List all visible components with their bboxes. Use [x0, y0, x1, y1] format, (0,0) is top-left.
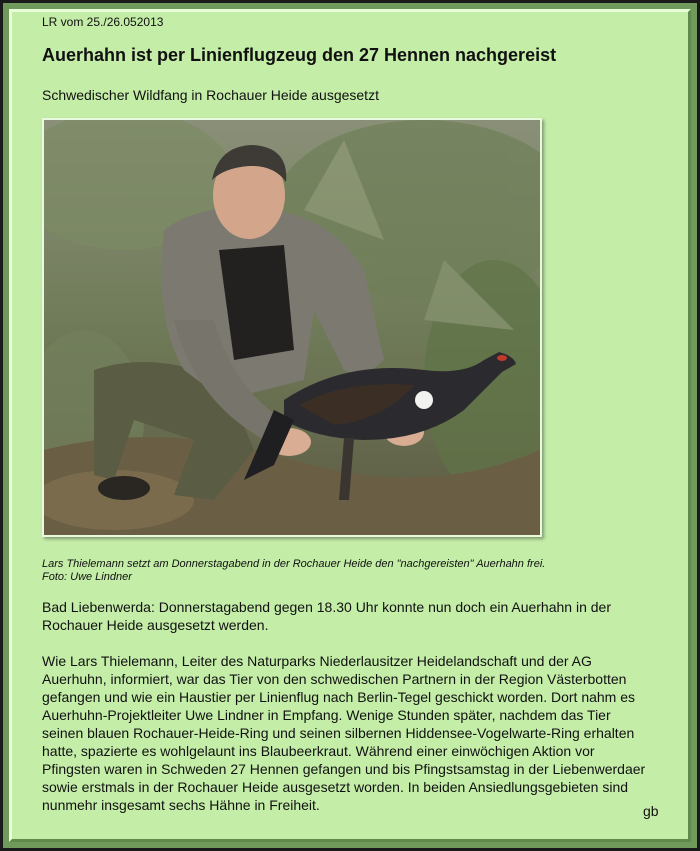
- body-line: Auerhuhn, informiert, war das Tier von den schwedischen Partnern in der Region Västerbotten: [42, 671, 627, 687]
- body-line: Bad Liebenwerda: Donnerstagabend gegen 18.30 Uhr konnte nun doch ein Auerhahn in der: [42, 599, 611, 615]
- subheadline: Schwedischer Wildfang in Rochauer Heide ausgesetzt: [42, 87, 379, 103]
- paragraph-main: [42, 652, 652, 814]
- article-body: [42, 598, 652, 832]
- body-line: gefangen und wie ein Haustier per Linienflug nach Berlin-Tegel geschickt worden. Dort nahm es: [42, 689, 636, 705]
- body-line: hatte, spazierte es wohlgelaunt ins Blaubeerkraut. Während einer einwöchigen Aktion vor: [42, 743, 595, 759]
- body-line: sowie erstmals in der Rochauer Heide ausgesetzt worden. In beiden Ansiedlungsgebieten sind: [42, 779, 629, 795]
- body-line: Wie Lars Thielemann, Leiter des Naturparks Niederlausitzer Heidelandschaft und der AG: [42, 653, 592, 669]
- photo-illustration: [44, 120, 540, 535]
- body-line: Auerhuhn-Projektleiter Uwe Lindner in Empfang. Wenige Stunden später, nachdem das Tier: [42, 707, 611, 723]
- body-line: nunmehr insgesamt sechs Hähne in Freiheit.: [42, 797, 320, 813]
- source-line: LR vom 25./26.052013: [42, 15, 164, 29]
- paragraph-intro: [42, 598, 652, 634]
- photo-credit: Foto: Uwe Lindner: [42, 571, 132, 583]
- body-line: Pfingsten waren in Schweden 27 Hennen gefangen und bis Pfingstsamstag in der Liebenwerdaer: [42, 761, 646, 777]
- caption-text: Lars Thielemann setzt am Donnerstagabend in der Rochauer Heide den "nachgereisten" Auerhahn frei.: [42, 558, 546, 570]
- article-photo: [42, 118, 542, 537]
- photo-caption: [42, 558, 545, 584]
- body-line: Rochauer Heide ausgesetzt werden.: [42, 617, 269, 633]
- author-signature: gb: [643, 803, 659, 819]
- body-line: seinen blauen Rochauer-Heide-Ring und seinen silbernen Hiddensee-Vogelwarte-Ring erhalten: [42, 725, 635, 741]
- headline: Auerhahn ist per Linienflugzeug den 27 Hennen nachgereist: [42, 45, 557, 65]
